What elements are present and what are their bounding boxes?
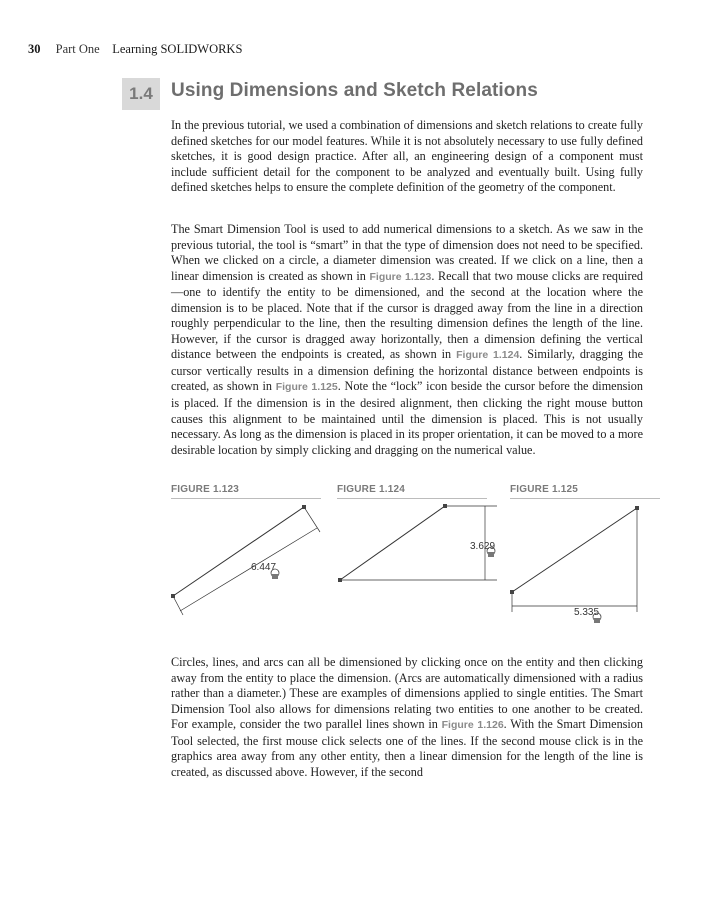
- dimension-line: [180, 528, 317, 611]
- book-title: Learning SOLIDWORKS: [112, 42, 243, 56]
- paragraph-circles-lines: [171, 655, 643, 780]
- section-title: Using Dimensions and Sketch Relations: [171, 80, 538, 101]
- page-number: 30: [28, 42, 41, 56]
- figure-reference[interactable]: Figure 1.126: [441, 719, 504, 732]
- endpoint: [302, 505, 306, 509]
- figure-reference[interactable]: Figure 1.123: [369, 270, 432, 283]
- dimension-value: 5.335: [574, 607, 600, 618]
- endpoint: [443, 504, 447, 508]
- extension-line: [173, 596, 183, 615]
- figure-caption: FIGURE 1.124: [337, 484, 487, 499]
- sketch-horizontal-dimension: [510, 484, 660, 624]
- text-run: The Smart Dimension Tool is used to add numerical dimensions to a sketch. As we saw in the previous tutorial, the tool is “smart” in that the type of dimension does not need to be specified. When we clicked on a circle, a diameter dimension was created. If we click on a line, then a linear dimension is created as shown in: [171, 222, 643, 283]
- sketch-line: [512, 508, 637, 592]
- endpoint: [635, 506, 639, 510]
- figure-caption: FIGURE 1.125: [510, 484, 660, 499]
- figure-reference[interactable]: Figure 1.125: [275, 381, 338, 394]
- figure-1-125: [510, 484, 660, 624]
- figure-1-123: [171, 484, 321, 624]
- running-header: [28, 42, 242, 57]
- sketch-line: [340, 506, 445, 580]
- sketch-vertical-dimension: [337, 484, 496, 624]
- endpoint: [171, 594, 175, 598]
- text-run: . With the Smart Dimension Tool selected, the first mouse click selects one of the lines. If the second mouse click is in the graphics area away from any other entity, then a linear dimension for the length of the line is created, as discussed above. However, if the second: [171, 717, 643, 779]
- section-number: 1.4: [122, 78, 160, 110]
- part-label: Part One: [55, 42, 100, 56]
- text-run: Circles, lines, and arcs can all be dimensioned by clicking once on the entity and then clicking away from the entity to place the dimension. (Arcs are automatically dimensioned with a radius rather than a diameter.) These are examples of dimensions applied to single entities. The Smart Dimension Tool also allows for dimensions relating two entities to one another to be created. For example, consider the two parallel lines shown in: [171, 655, 643, 732]
- endpoint: [338, 578, 342, 582]
- figure-reference[interactable]: Figure 1.124: [456, 349, 520, 362]
- sketch-line: [173, 507, 304, 596]
- figure-1-124: [337, 484, 496, 624]
- dimension-value: 6.447: [251, 562, 277, 573]
- text-run: . Similarly, dragging the cursor vertically results in a dimension defining the horizontal distance between endpoints is created, as shown in: [171, 347, 643, 394]
- extension-line: [304, 507, 320, 532]
- paragraph-smart-dimension: [171, 222, 643, 458]
- text-run: . Recall that two mouse clicks are required—one to identify the entity to be dimensioned, and the second at the location where the dimension is to be placed. Note that if the cursor is dragged away from the line in a direction roughly perpendicular to the line, then the resulting dimension defines the length of the line. However, if the cursor is dragged away horizontally, then a dimension defining the vertical distance between the endpoints is created, as shown in: [171, 268, 644, 362]
- paragraph-intro: In the previous tutorial, we used a combination of dimensions and sketch relations to create fully defined sketches for our model features. While it is not absolutely necessary to use fully defined sketches, it is good design practice. After all, an engineering design of a component must include sufficient detail for the component to be analyzed and eventually built. Using fully defined sketches helps to ensure the complete definition of the geometry of the component.: [171, 118, 643, 195]
- text-run: . Note the “lock” icon beside the cursor before the dimension is placed. If the dimension is in the desired alignment, then clicking the right mouse button causes this alignment to be maintained until the dimension is placed. This is not usually necessary. As long as the dimension is placed in its proper orientation, it can be moved to a more desirable location by simply clicking and dragging on the numerical value.: [171, 379, 643, 457]
- figure-caption: FIGURE 1.123: [171, 484, 321, 499]
- dimension-value: 3.629: [470, 541, 496, 552]
- sketch-aligned-dimension: [171, 484, 321, 624]
- endpoint: [510, 590, 514, 594]
